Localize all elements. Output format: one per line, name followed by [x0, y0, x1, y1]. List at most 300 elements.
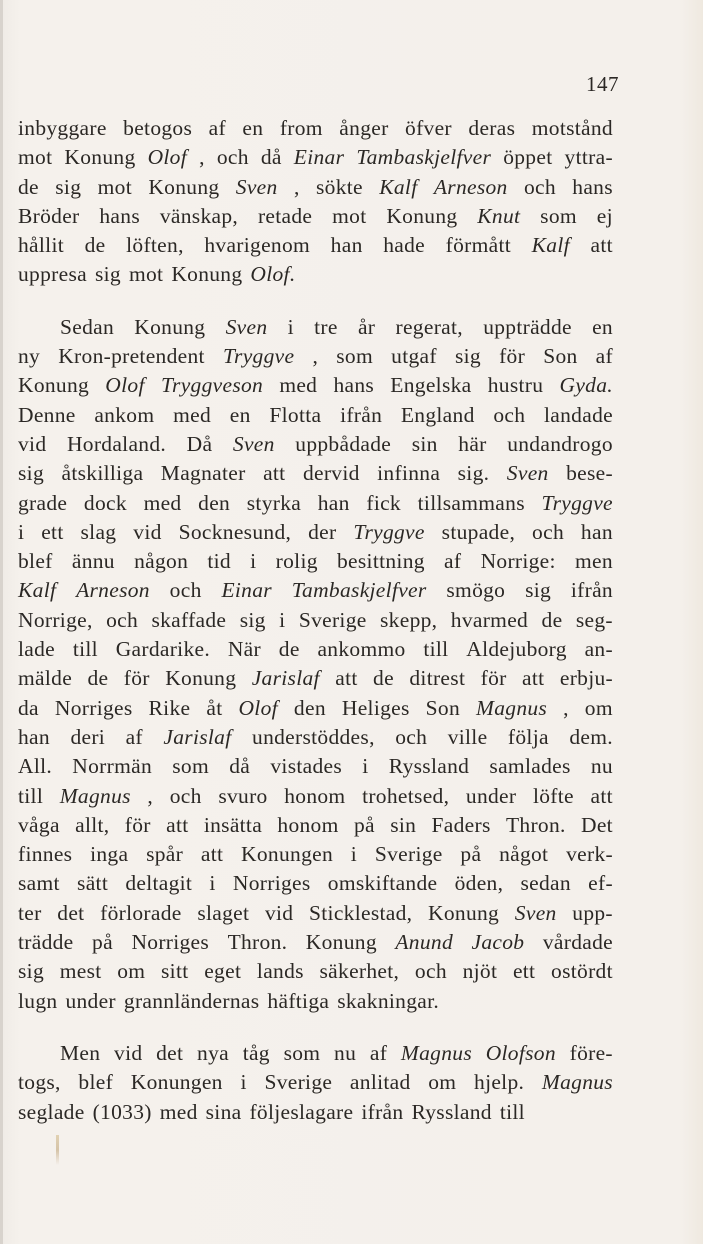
word: Socknesund,	[178, 519, 292, 544]
word: vid	[133, 519, 162, 544]
word: Konung	[428, 900, 500, 925]
word: han	[580, 519, 613, 544]
word: Norriges	[131, 930, 210, 955]
word: om	[117, 959, 146, 984]
word: på	[92, 930, 113, 955]
word: När	[227, 637, 261, 662]
word: ostördt	[551, 959, 613, 984]
italic-word: Olof	[147, 145, 187, 170]
word: Konung	[305, 930, 377, 955]
word: Rike	[148, 695, 191, 720]
text-line	[18, 401, 613, 430]
word: Sverige	[374, 842, 443, 867]
word: Thron.	[227, 930, 288, 955]
word: retade	[257, 203, 313, 228]
word: sin	[411, 431, 438, 456]
word: vid	[18, 431, 47, 456]
word: Denne	[18, 402, 76, 427]
word: allt,	[75, 812, 110, 837]
word: de	[18, 174, 39, 199]
word: ditrest	[409, 666, 466, 691]
word: deras	[468, 116, 516, 140]
word: sökte	[315, 174, 363, 199]
word: Men	[60, 1040, 101, 1065]
text-line	[18, 1039, 613, 1068]
word: (1033)	[92, 1099, 152, 1124]
word: hans	[572, 174, 613, 199]
word: samt	[18, 871, 60, 896]
italic-word: Magnus	[400, 1040, 472, 1065]
word: Konungen	[241, 842, 334, 867]
italic-word: Tambaskjelfver	[291, 578, 427, 603]
italic-word: Anund	[395, 930, 454, 955]
word: och	[523, 174, 556, 199]
word: att	[522, 666, 545, 691]
italic-word: Kalf	[18, 578, 57, 603]
word: sig	[18, 959, 44, 984]
text-line	[18, 694, 613, 723]
word: spår	[146, 842, 184, 867]
word: Gardarike.	[115, 637, 211, 662]
word: Norriges	[232, 871, 311, 896]
word: Engelska	[390, 373, 472, 398]
italic-word: Sven	[506, 461, 549, 486]
word: ej	[596, 203, 613, 228]
italic-word: Jacob	[471, 930, 525, 955]
word: och	[532, 519, 564, 544]
italic-word: Olofson	[485, 1040, 556, 1065]
italic-word: Olof	[105, 373, 145, 398]
word: ville	[447, 724, 488, 749]
word: vårdade	[542, 930, 613, 955]
word: öppet	[503, 145, 553, 170]
word: Son	[543, 344, 578, 369]
italic-word: Magnus	[59, 783, 131, 808]
word: förmått	[445, 233, 512, 258]
word: Konung	[134, 314, 206, 339]
word: och	[169, 578, 202, 603]
word: uppresa	[18, 262, 87, 287]
word: lugn	[18, 988, 58, 1013]
text-line	[18, 664, 613, 693]
word: hållit	[18, 233, 64, 258]
word: understöddes,	[252, 724, 375, 749]
italic-word: Tryggve	[222, 344, 295, 369]
italic-word: Einar	[293, 145, 345, 170]
word: hade	[383, 233, 426, 258]
word: dock	[83, 490, 127, 515]
text-line	[18, 459, 613, 488]
paragraph	[18, 114, 613, 290]
word: honom	[284, 783, 346, 808]
word: och	[493, 402, 526, 427]
word: sig	[18, 461, 44, 486]
italic-word: Tryggve	[353, 519, 425, 544]
word: Sticklestad,	[309, 900, 413, 925]
word: sina	[205, 1099, 242, 1124]
word: i	[362, 754, 369, 779]
word: Aldejuborg	[466, 637, 567, 662]
word: under	[65, 988, 116, 1013]
italic-word: Tryggveson	[160, 373, 264, 398]
word: skaffade	[151, 607, 227, 632]
word: en	[242, 116, 264, 140]
word: vid	[264, 900, 294, 925]
word: af	[369, 1040, 388, 1065]
word: Kron-pretendent	[58, 344, 205, 369]
word: smögo	[446, 578, 506, 603]
word: öfver	[405, 116, 452, 140]
text-line	[18, 840, 613, 869]
page-number: 147	[586, 72, 619, 96]
text-line	[18, 606, 613, 635]
word: sedan	[520, 871, 571, 896]
word: Konung	[386, 203, 458, 228]
italic-word: Olof	[238, 695, 278, 720]
word: de	[278, 637, 300, 662]
word: upp-	[572, 900, 613, 925]
word: år	[357, 314, 376, 339]
word: utgaf	[391, 344, 437, 369]
word: i	[240, 1070, 247, 1095]
word: af	[125, 724, 143, 749]
word: nya	[197, 1040, 229, 1065]
word: sig	[55, 174, 82, 199]
word: slaget	[197, 900, 250, 925]
paragraph-gap	[18, 290, 613, 313]
word: ifrån	[340, 402, 383, 427]
word: ,	[563, 695, 569, 720]
word: hjelp.	[474, 1070, 525, 1095]
text-line	[18, 202, 613, 231]
text-line	[18, 723, 613, 752]
word: deri	[70, 724, 106, 749]
word: ännu	[71, 549, 115, 574]
word: det	[57, 900, 85, 925]
italic-word: Arneson	[76, 578, 150, 603]
word: med	[143, 490, 182, 515]
word: Konung	[171, 262, 243, 287]
word: det	[156, 1040, 184, 1065]
word: åtskilliga	[61, 461, 144, 486]
word: att	[263, 461, 286, 486]
word: blef	[78, 1070, 114, 1095]
text-line	[18, 957, 613, 986]
word: ef-	[588, 871, 613, 896]
word: i	[250, 549, 257, 574]
word: i	[350, 842, 358, 867]
italic-word: Sven	[225, 314, 268, 339]
word: för	[124, 812, 151, 837]
word: Thron.	[505, 812, 566, 837]
word: Då	[186, 431, 213, 456]
word: trädde	[18, 930, 74, 955]
word: nu	[590, 754, 613, 779]
word: de	[373, 666, 394, 691]
word: Konung	[148, 174, 220, 199]
word: löfte	[532, 783, 574, 808]
text-line	[18, 143, 613, 172]
word: han	[18, 724, 50, 749]
word: ifrån	[361, 1099, 404, 1124]
word: erbju-	[559, 666, 613, 691]
word: Konung	[64, 145, 136, 170]
word: uppträdde	[483, 314, 572, 339]
word: undandrogo	[507, 431, 613, 456]
word: mot	[97, 174, 132, 199]
word: Sedan	[60, 314, 115, 339]
italic-word: Tambaskjelfver	[356, 145, 492, 170]
word: dem.	[569, 724, 613, 749]
word: svuro	[218, 783, 268, 808]
word: sin	[390, 812, 417, 837]
word: med	[159, 1099, 198, 1124]
word: Konung	[18, 373, 90, 398]
word: tåg	[242, 1040, 270, 1065]
text-line	[18, 576, 613, 605]
word: Norrige,	[18, 607, 93, 632]
word: den	[293, 695, 326, 720]
text-line	[18, 1098, 613, 1127]
word: sig	[94, 262, 121, 287]
text-line	[18, 173, 613, 202]
word: da	[18, 695, 39, 720]
word: yttra-	[564, 145, 613, 170]
word: då	[260, 145, 282, 170]
italic-word: Einar	[221, 578, 272, 603]
word: Norrmän	[72, 754, 153, 779]
word: skepp,	[380, 607, 438, 632]
word: uppbådade	[295, 431, 392, 456]
word: de	[84, 233, 106, 258]
word: sig.	[457, 461, 490, 486]
italic-word: Knut	[477, 203, 521, 228]
word: der	[308, 519, 337, 544]
word: för	[123, 666, 150, 691]
word: an-	[584, 637, 613, 662]
word: och	[395, 724, 428, 749]
word: och	[106, 607, 139, 632]
word: fick	[366, 490, 401, 515]
word: att	[200, 842, 224, 867]
paragraph-gap	[18, 1016, 613, 1039]
italic-word: Sven	[235, 174, 278, 199]
italic-word: Gyda.	[559, 373, 613, 398]
word: till	[423, 637, 449, 662]
word: af	[444, 549, 462, 574]
word: dervid	[302, 461, 360, 486]
paper-stain	[56, 1135, 59, 1165]
word: rolig	[275, 549, 318, 574]
word: Hordaland.	[66, 431, 167, 456]
word: på	[353, 812, 375, 837]
word: och	[414, 959, 447, 984]
word: stupade,	[441, 519, 516, 544]
word: en	[592, 314, 613, 339]
word: den	[198, 490, 231, 515]
word: Ryssland	[388, 754, 470, 779]
italic-word: Tryggve	[541, 490, 613, 515]
word: eget	[204, 959, 242, 984]
word: ett	[41, 519, 64, 544]
word: Det	[581, 812, 613, 837]
word: i	[279, 607, 286, 632]
text-line	[18, 518, 613, 547]
word: vistades	[270, 754, 343, 779]
word: Magnater	[160, 461, 246, 486]
word: deltagit	[125, 871, 193, 896]
word: att	[335, 666, 358, 691]
italic-word: Magnus	[541, 1070, 613, 1095]
word: han	[317, 490, 350, 515]
word: ,	[312, 344, 319, 369]
italic-word: Magnus	[476, 695, 548, 720]
word: insätta	[203, 812, 263, 837]
word: och	[169, 783, 202, 808]
text-line	[18, 869, 613, 898]
text-line	[18, 1068, 613, 1097]
paragraph	[18, 313, 613, 1016]
italic-word: Olof.	[250, 262, 296, 287]
word: landade	[544, 402, 613, 427]
word: i	[287, 314, 294, 339]
word: häftiga	[267, 988, 330, 1013]
word: betogos	[123, 116, 193, 140]
word: mälde	[18, 666, 73, 691]
word: om	[428, 1070, 457, 1095]
word: tid	[207, 549, 231, 574]
italic-word: Arneson	[433, 174, 508, 199]
word: han	[330, 233, 363, 258]
word: ny	[18, 344, 41, 369]
word: följeslagare	[249, 1099, 354, 1124]
word: regerat,	[395, 314, 463, 339]
word: någon	[134, 549, 189, 574]
word: här	[458, 431, 487, 456]
text-line	[18, 342, 613, 371]
word: honom	[277, 812, 339, 837]
word: med	[173, 402, 212, 427]
word: All.	[18, 754, 53, 779]
word: Sverige	[298, 607, 367, 632]
word: åt	[206, 695, 223, 720]
word: sitt	[161, 959, 189, 984]
word: till	[499, 1099, 525, 1124]
word: Ryssland	[411, 1099, 492, 1124]
paragraph	[18, 1039, 613, 1127]
word: som	[283, 1040, 321, 1065]
word: grade	[18, 490, 68, 515]
word: sätt	[77, 871, 109, 896]
word: då	[229, 754, 251, 779]
text-line	[18, 114, 613, 143]
word: trohetsed,	[362, 783, 450, 808]
word: mot	[332, 203, 367, 228]
word: af	[208, 116, 226, 140]
word: öden,	[454, 871, 504, 896]
word: till	[18, 783, 44, 808]
word: skakningar.	[337, 988, 440, 1013]
word: England	[400, 402, 475, 427]
word: sig	[454, 344, 481, 369]
word: Sverige	[264, 1070, 333, 1095]
text-line	[18, 811, 613, 840]
text-line	[18, 547, 613, 576]
word: Konung	[165, 666, 237, 691]
word: de	[541, 607, 563, 632]
word: följa	[507, 724, 549, 749]
word: omskiftande	[327, 871, 438, 896]
word: ankommo	[317, 637, 406, 662]
word: lands	[256, 959, 304, 984]
word: våga	[18, 812, 60, 837]
word: ,	[293, 174, 300, 199]
word: som	[172, 754, 209, 779]
word: Son	[425, 695, 461, 720]
word: motstånd	[531, 116, 613, 140]
word: nu	[334, 1040, 357, 1065]
word: med	[279, 373, 318, 398]
word: anlitad	[349, 1070, 411, 1095]
word: slag	[80, 519, 117, 544]
text-line	[18, 752, 613, 781]
italic-word: Kalf	[379, 174, 418, 199]
body-text	[18, 114, 613, 1127]
word: som	[540, 203, 577, 228]
word: före-	[569, 1040, 613, 1065]
word: att	[590, 783, 613, 808]
word: vid	[114, 1040, 143, 1065]
word: ånger	[339, 116, 389, 140]
word: seglade	[18, 1099, 85, 1124]
word: blef	[18, 549, 53, 574]
word: på	[460, 842, 482, 867]
italic-word: Jarislaf	[251, 666, 320, 691]
word: tre	[314, 314, 338, 339]
word: Bröder	[18, 203, 80, 228]
word: besittning	[337, 549, 425, 574]
text-line	[18, 635, 613, 664]
word: vänskap,	[159, 203, 239, 228]
word: i	[209, 871, 216, 896]
word: styrka	[246, 490, 302, 515]
word: under	[465, 783, 517, 808]
word: verk-	[566, 842, 613, 867]
word: till	[72, 637, 98, 662]
word: löften,	[126, 233, 184, 258]
word: inga	[90, 842, 129, 867]
word: i	[18, 519, 25, 544]
word: hans	[333, 373, 375, 398]
word: infinna	[377, 461, 441, 486]
word: Flotta	[269, 402, 322, 427]
word: mot	[128, 262, 164, 287]
text-line	[18, 231, 613, 260]
word: seg-	[575, 607, 613, 632]
word: hans	[99, 203, 140, 228]
word: hustru	[487, 373, 544, 398]
text-line	[18, 313, 613, 342]
word: Konungen	[130, 1070, 223, 1095]
text-line	[18, 928, 613, 957]
text-line	[18, 430, 613, 459]
word: sig	[239, 607, 266, 632]
word: för	[480, 666, 507, 691]
word: ,	[147, 783, 154, 808]
word: hvarmed	[450, 607, 529, 632]
word: af	[595, 344, 613, 369]
italic-word: Sven	[514, 900, 557, 925]
